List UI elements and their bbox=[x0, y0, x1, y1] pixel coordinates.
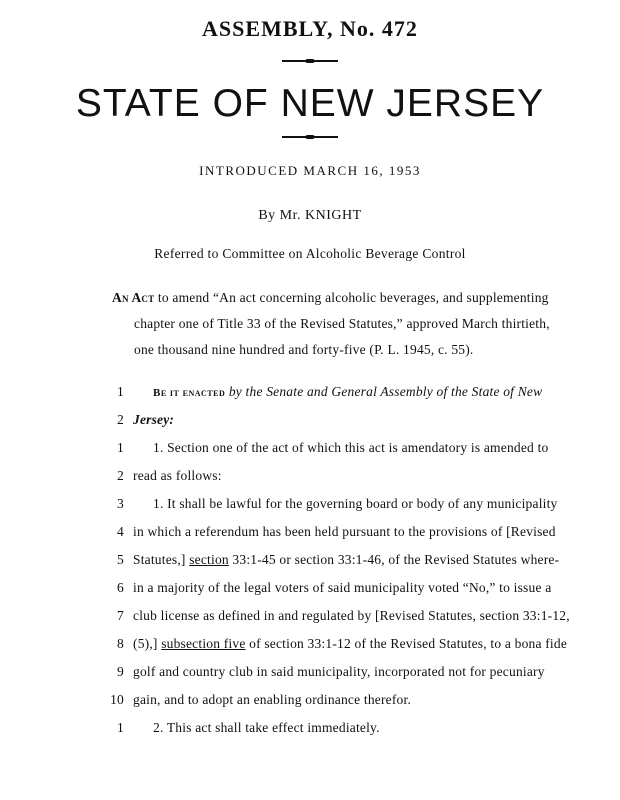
body-line-13 bbox=[102, 720, 602, 736]
header-rule-bottom-ornament bbox=[306, 135, 315, 139]
line-text: 1. It shall be lawful for the governing board or body of any municipality bbox=[153, 496, 558, 511]
body-line-1 bbox=[102, 384, 602, 400]
line-number: 6 bbox=[117, 580, 124, 595]
act-title-line-2: chapter one of Title 33 of the Revised Statutes,” approved March thirtieth, bbox=[134, 316, 550, 331]
bill-number: ASSEMBLY, No. 472 bbox=[202, 16, 418, 41]
body-line-12 bbox=[102, 692, 602, 708]
act-lead: An Act bbox=[112, 290, 155, 305]
line-number: 8 bbox=[117, 636, 124, 651]
line-text: gain, and to adopt an enabling ordinance therefor. bbox=[133, 692, 412, 707]
line-number: 7 bbox=[117, 608, 124, 623]
body-line-8 bbox=[102, 580, 602, 596]
inserted-text: section bbox=[189, 552, 229, 567]
header-rule-top-ornament bbox=[306, 59, 315, 63]
introduced-date: INTRODUCED MARCH 16, 1953 bbox=[199, 163, 421, 178]
line-number: 2 bbox=[117, 468, 124, 483]
line-number: 1 bbox=[117, 440, 124, 455]
body-line-4 bbox=[102, 468, 602, 484]
line-text: in a majority of the legal voters of said municipality voted “No,” to issue a bbox=[133, 580, 552, 595]
line-text-a: Statutes,] bbox=[133, 552, 190, 567]
line-text-a: (5),] bbox=[133, 636, 162, 651]
body-line-3 bbox=[102, 440, 602, 456]
line-number: 3 bbox=[117, 496, 124, 511]
line-text-b: of section 33:1-12 of the Revised Statutes, to a bona fide bbox=[245, 636, 568, 651]
line-text: in which a referendum has been held pursuant to the provisions of [Revised bbox=[133, 524, 556, 539]
body-line-6 bbox=[102, 524, 602, 540]
line-text: golf and country club in said municipality, incorporated not for pecuniary bbox=[133, 664, 545, 679]
body-line-11 bbox=[102, 664, 602, 680]
act-title-text-1: to amend “An act concerning alcoholic beverages, and supplementing bbox=[154, 290, 549, 305]
body-line-2 bbox=[102, 412, 602, 428]
line-number: 1 bbox=[117, 384, 124, 399]
line-number: 4 bbox=[117, 524, 124, 539]
body-line-7 bbox=[102, 552, 602, 568]
line-number: 5 bbox=[117, 552, 124, 567]
line-text: read as follows: bbox=[133, 468, 222, 483]
committee-referral: Referred to Committee on Alcoholic Beverage Control bbox=[154, 246, 466, 261]
act-title-line-1 bbox=[112, 290, 582, 306]
line-number: 1 bbox=[117, 720, 124, 735]
act-title-line-3: one thousand nine hundred and forty-five (P. L. 1945, c. 55). bbox=[134, 342, 474, 357]
state-title: STATE OF NEW JERSEY bbox=[75, 82, 545, 125]
line-number: 2 bbox=[117, 412, 124, 427]
sponsor-line: By Mr. KNIGHT bbox=[258, 208, 362, 223]
body-line-5 bbox=[102, 496, 602, 512]
inserted-text: subsection five bbox=[161, 636, 246, 651]
line-text: club license as defined in and regulated by [Revised Statutes, section 33:1-12, bbox=[133, 608, 570, 623]
body-line-10 bbox=[102, 636, 602, 652]
line-text-b: 33:1-45 or section 33:1-46, of the Revised Statutes where- bbox=[228, 552, 560, 567]
enacting-lead: Be it enacted bbox=[153, 387, 226, 399]
enacting-clause: by the Senate and General Assembly of the State of New bbox=[225, 384, 543, 399]
line-number: 10 bbox=[110, 692, 124, 707]
line-number: 9 bbox=[117, 664, 124, 679]
line-text: 1. Section one of the act of which this act is amendatory is amended to bbox=[153, 440, 549, 455]
line-text: Jersey: bbox=[133, 412, 175, 427]
body-line-9 bbox=[102, 608, 602, 624]
line-text: 2. This act shall take effect immediately. bbox=[153, 720, 380, 735]
